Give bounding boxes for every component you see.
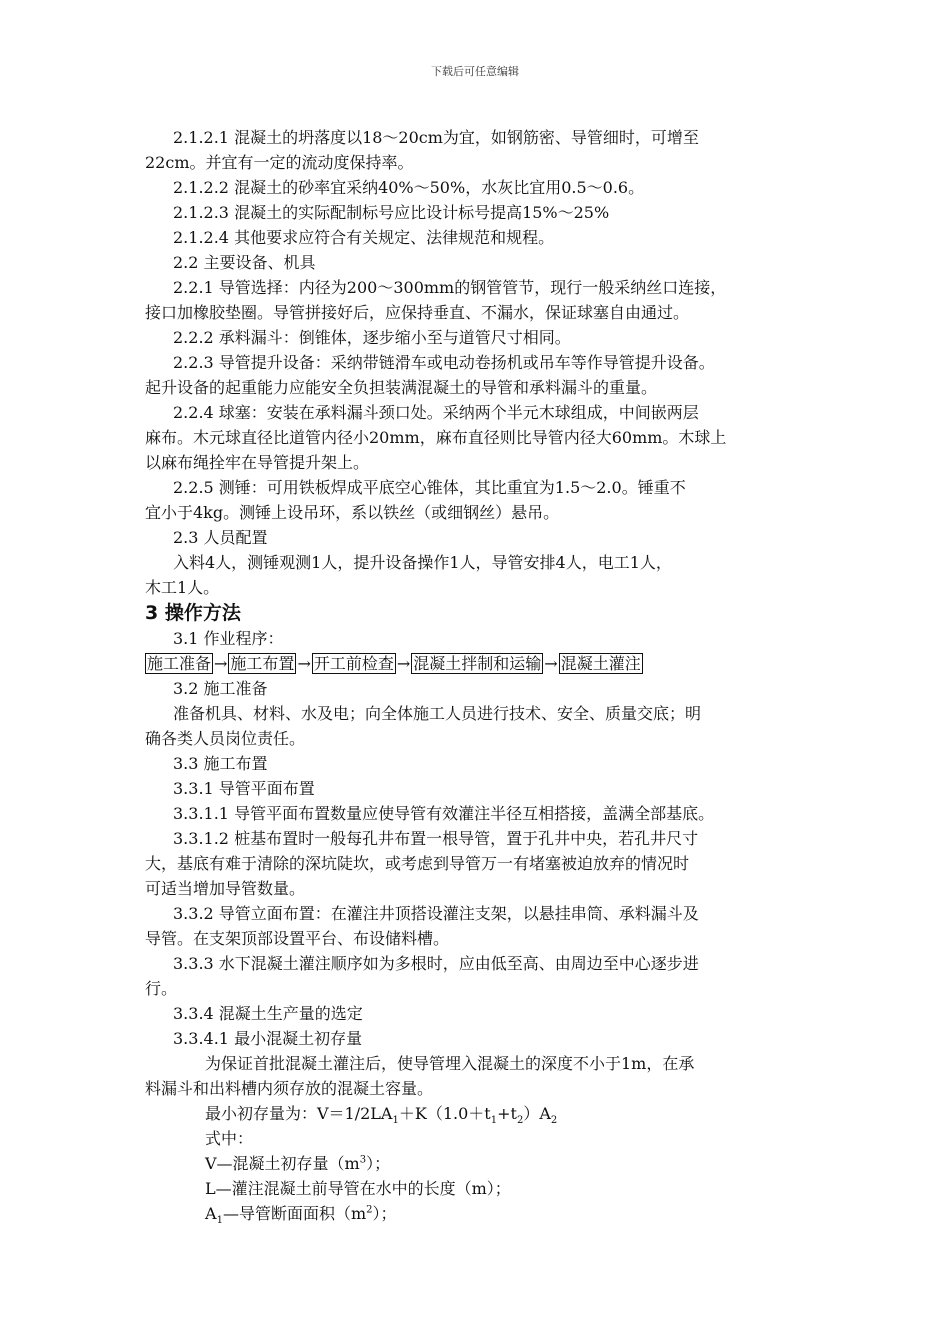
para-3-3-1-2-cont2: 可适当增加导管数量。 <box>145 879 306 898</box>
formula-text: ）A <box>523 1104 551 1123</box>
definition-sub: 1 <box>216 1215 223 1227</box>
para-3-2: 准备机具、材料、水及电；向全体施工人员进行技术、安全、质量交底；明 <box>173 704 702 723</box>
para-2-2-5-cont: 宜小于4kg。测锤上设吊环，系以铁丝（或细钢丝）悬吊。 <box>145 503 560 522</box>
definition-text: A <box>205 1204 217 1223</box>
para-2-1-2-3: 2.1.2.3 混凝土的实际配制标号应比设计标号提高15%～25% <box>173 203 610 222</box>
para-3-3-2: 3.3.2 导管立面布置：在灌注井顶搭设灌注支架，以悬挂串筒、承料漏斗及 <box>173 904 699 923</box>
flow-arrow-icon: → <box>214 654 228 673</box>
heading-3-3: 3.3 施工布置 <box>173 754 268 773</box>
heading-3-1: 3.1 作业程序： <box>173 629 284 648</box>
para-3-3-1-1: 3.3.1.1 导管平面布置数量应使导管有效灌注半径互相搭接，盖满全部基底。 <box>173 804 715 823</box>
para-2-2-4: 2.2.4 球塞：安装在承料漏斗颈口处。采纳两个半元木球组成，中间嵌两层 <box>173 403 699 422</box>
heading-3-3-4: 3.3.4 混凝土生产量的选定 <box>173 1004 363 1023</box>
formula-sub: 1 <box>392 1115 399 1127</box>
para-2-3: 入料4人，测锤观测1人，提升设备操作1人，导管安排4人，电工1人， <box>173 553 672 572</box>
definition-l: L—灌注混凝土前导管在水中的长度（m）； <box>205 1179 511 1198</box>
definition-a1 <box>145 1201 815 1226</box>
para-3-3-1-2-cont: 大，基底有难于清除的深坑陡坎，或考虑到导管万一有堵塞被迫放弃的情况时 <box>145 854 690 873</box>
definition-sup: 3 <box>359 1154 367 1166</box>
definition-text: ）； <box>372 1204 397 1223</box>
flow-step-3: 开工前检查 <box>313 654 394 673</box>
para-2-2-4-cont2: 以麻布绳拴牢在导管提升架上。 <box>145 453 370 472</box>
definition-v <box>145 1151 815 1176</box>
para-3-3-2-cont: 导管。在支架顶部设置平台、布设储料槽。 <box>145 929 450 948</box>
para-3-3-3-cont: 行。 <box>145 979 178 998</box>
flow-step-2: 施工布置 <box>230 654 295 673</box>
formula-text: 最小初存量为：V＝1/2LA <box>205 1104 393 1123</box>
para-3-3-4-1: 为保证首批混凝土灌注后，使导管埋入混凝土的深度不小于1m，在承 <box>205 1054 695 1073</box>
para-3-3-3: 3.3.3 水下混凝土灌注顺序如为多根时，应由低至高、由周边至中心逐步进 <box>173 954 699 973</box>
para-2-2-3: 2.2.3 导管提升设备：采纳带链滑车或电动卷扬机或吊车等作导管提升设备。 <box>173 353 715 372</box>
para-3-2-cont: 确各类人员岗位责任。 <box>145 729 306 748</box>
para-2-3-cont: 木工1人。 <box>145 578 220 597</box>
para-2-2-1-cont: 接口加橡胶垫圈。导管拼接好后，应保持垂直、不漏水，保证球塞自由通过。 <box>145 303 690 322</box>
definition-sup: 2 <box>366 1204 373 1216</box>
formula-text: ＋K（1.0＋t <box>398 1104 491 1123</box>
page-header: 下载后可任意编辑 <box>431 65 519 78</box>
where-label: 式中： <box>205 1129 254 1148</box>
flow-arrow-icon: → <box>396 654 411 673</box>
document-body <box>145 125 815 1226</box>
definition-text: —导管断面面积（m <box>222 1204 367 1223</box>
procedure-flow <box>145 651 815 676</box>
formula-sub: 2 <box>550 1115 558 1127</box>
definition-text: V—混凝土初存量（m <box>205 1154 360 1173</box>
flow-arrow-icon: → <box>544 654 558 673</box>
heading-2-2: 2.2 主要设备、机具 <box>173 253 316 272</box>
para-2-1-2-1: 2.1.2.1 混凝土的坍落度以18～20cm为宜，如钢筋密、导管细时，可增至 <box>173 128 699 147</box>
formula-text: +t <box>497 1104 517 1123</box>
definition-text: ）； <box>366 1154 391 1173</box>
flow-step-1: 施工准备 <box>147 654 212 673</box>
para-2-2-4-cont: 麻布。木元球直径比道管内径小20mm，麻布直径则比导管内径大60mm。木球上 <box>145 428 727 447</box>
para-2-2-3-cont: 起升设备的起重能力应能安全负担装满混凝土的导管和承料漏斗的重量。 <box>145 378 658 397</box>
para-2-2-5: 2.2.5 测锤：可用铁板焊成平底空心锥体，其比重宜为1.5～2.0。锤重不 <box>173 478 686 497</box>
formula-min-volume <box>145 1101 815 1126</box>
heading-3-2: 3.2 施工准备 <box>173 679 268 698</box>
para-3-3-1-2: 3.3.1.2 桩基布置时一般每孔井布置一根导管，置于孔井中央，若孔井尺寸 <box>173 829 699 848</box>
para-2-1-2-1-cont: 22cm。并宜有一定的流动度保持率。 <box>145 153 414 172</box>
para-2-2-1: 2.2.1 导管选择：内径为200～300mm的钢管管节，现行一般采纳丝口连接， <box>173 278 727 297</box>
flow-step-4: 混凝土拌制和运输 <box>413 654 542 673</box>
formula-sub: 2 <box>516 1115 524 1127</box>
para-3-3-4-1-cont: 料漏斗和出料槽内须存放的混凝土容量。 <box>145 1079 434 1098</box>
flow-arrow-icon: → <box>297 654 311 673</box>
section-3-title: 3 操作方法 <box>145 602 241 624</box>
para-2-1-2-4: 2.1.2.4 其他要求应符合有关规定、法律规范和规程。 <box>173 228 555 247</box>
heading-2-3: 2.3 人员配置 <box>173 528 268 547</box>
heading-3-3-4-1: 3.3.4.1 最小混凝土初存量 <box>173 1029 363 1048</box>
heading-3-3-1: 3.3.1 导管平面布置 <box>173 779 315 798</box>
para-2-1-2-2: 2.1.2.2 混凝土的砂率宜采纳40%～50%，水灰比宜用0.5～0.6。 <box>173 178 645 197</box>
formula-sub: 1 <box>490 1115 498 1127</box>
para-2-2-2: 2.2.2 承料漏斗：倒锥体，逐步缩小至与道管尺寸相同。 <box>173 328 571 347</box>
flow-step-5: 混凝土灌注 <box>560 654 641 673</box>
